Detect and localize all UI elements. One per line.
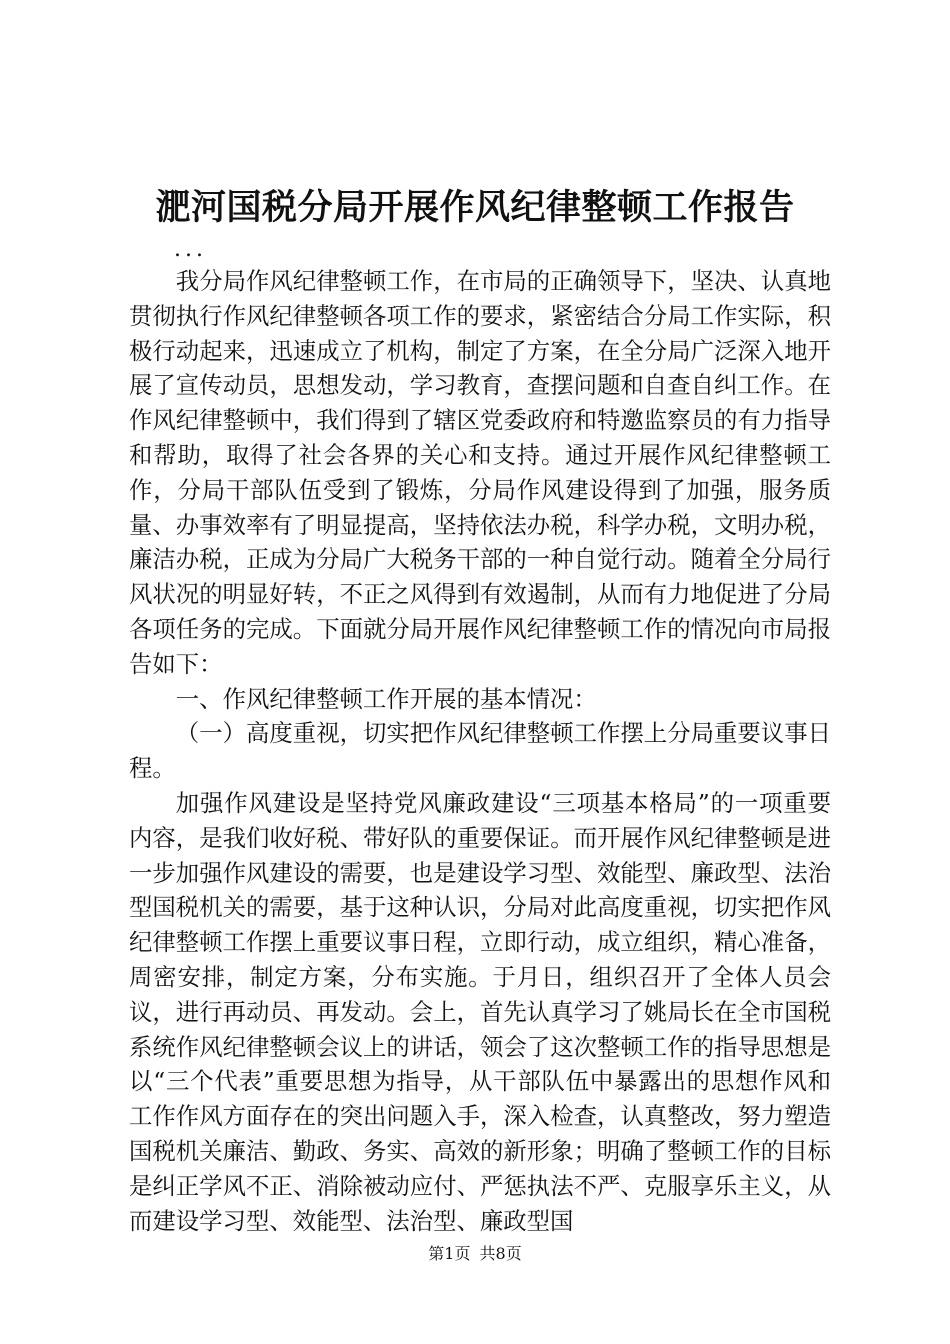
paragraph-intro: 我分局作风纪律整顿工作，在市局的正确领导下，坚决、认真地贯彻执行作风纪律整顿各项工作的要求，紧密结合分局工作实际，积极行动起来，迅速成立了机构，制定了方案，在全分局广泛深入地开展了宣传动员，思想发动，学习教育，查摆问题和自查自纠工作。在作风纪律整顿中，我们得到了辖区党委政府和特邀监察员的有力指导和帮助，取得了社会各界的关心和支持。通过开展作风纪律整顿工作，分局干部队伍受到了锻炼，分局作风建设得到了加强，服务质量、办事效率有了明显提高，坚持依法办税，科学办税，文明办税，廉洁办税，正成为分局广大税务干部的一种自觉行动。随着全分局行风状况的明显好转，不正之风得到有效遏制，从而有力地促进了分局各项任务的完成。下面就分局开展作风纪律整顿工作的情况向市局报告如下： (129, 267, 831, 678)
ellipsis-mark: ... (174, 237, 207, 262)
paragraph-body: 加强作风建设是坚持党风廉政建设“三项基本格局”的一项重要内容，是我们收好税、带好队的重要保证。而开展作风纪律整顿是进一步加强作风建设的需要，也是建设学习型、效能型、廉政型、法治型国税机关的需要，基于这种认识，分局对此高度重视，切实把作风纪律整顿工作摆上重要议事日程，立即行动，成立组织，精心准备，周密安排，制定方案，分布实施。于月日，组织召开了全体人员会议，进行再动员、再发动。会上，首先认真学习了姚局长在全市国税系统作风纪律整顿会议上的讲话，领会了这次整顿工作的指导思想是以“三个代表”重要思想为指导，从干部队伍中暴露出的思想作风和工作作风方面存在的突出问题入手，深入检查，认真整改，努力塑造国税机关廉洁、勤政、务实、高效的新形象；明确了整顿工作的目标是纠正学风不正、消除被动应付、严惩执法不严、克服享乐主义，从而建设学习型、效能型、法治型、廉政型国 (129, 788, 831, 1235)
document-title: 淝河国税分局开展作风纪律整顿工作报告 (155, 187, 795, 228)
page-footer (0, 1244, 950, 1264)
page-number: 第1页 (428, 1244, 471, 1263)
document-body (129, 264, 831, 1238)
section-heading-1: 一、作风纪律整顿工作开展的基本情况： (175, 684, 597, 713)
subsection-heading-1: （一）高度重视，切实把作风纪律整顿工作摆上分局重要议事日程。 (129, 719, 831, 783)
page-total: 共8页 (479, 1244, 522, 1263)
